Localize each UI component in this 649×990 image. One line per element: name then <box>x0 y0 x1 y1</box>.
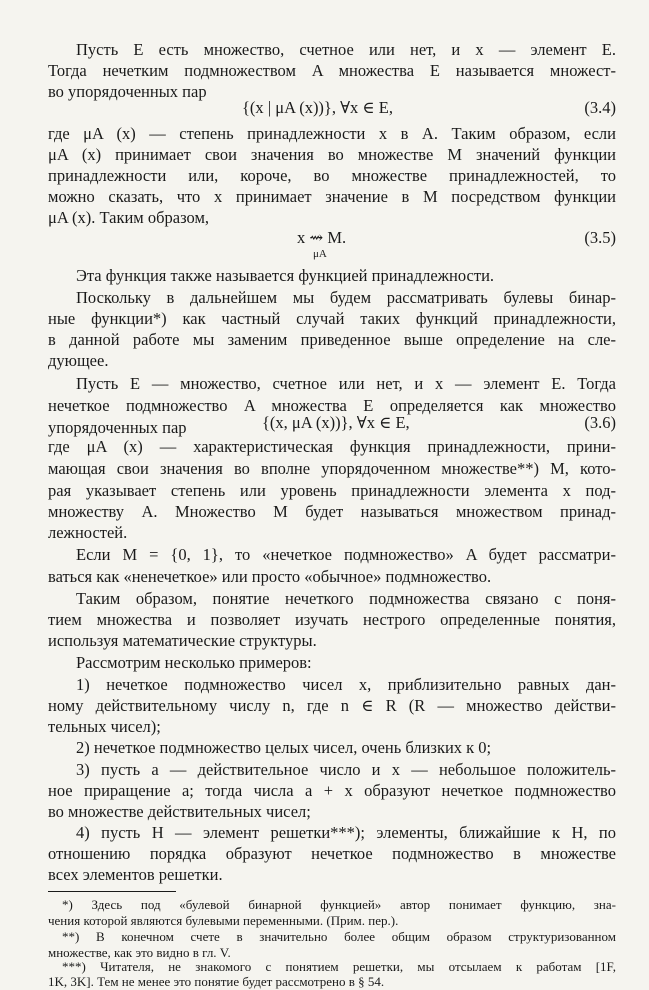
formula-3-4: {(x | μA (x))}, ∀x ∈ E, <box>242 98 393 117</box>
text-line: ные функции*) как частный случай таких функций принадлежности, <box>48 309 616 328</box>
text-line: мающая свои значения во вполне упорядоченном множестве**) M, кото- <box>48 459 616 478</box>
text-line: принадлежности или, короче, во множестве принадлежностей, то <box>48 166 616 185</box>
text-line: рая указывает степень или уровень принадлежности элемента x под- <box>48 481 616 500</box>
text-line: в данной работе мы заменим приведенное выше определение на сле- <box>48 330 616 349</box>
formula-3-6: {(x, μA (x))}, ∀x ∈ E, <box>262 413 410 432</box>
formula-3-5: x ⇝ M. <box>297 228 347 247</box>
text-line: множеству A. Множество M будет называться множеством принад- <box>48 502 616 521</box>
text-line: 3) пусть a — действительное число и x — небольшое положитель- <box>76 760 616 779</box>
footnote: 1K, 3K]. Тем не менее это понятие будет рассмотрено в § 54. <box>48 974 385 989</box>
text-line: используя математические структуры. <box>48 631 317 650</box>
footnote: множестве, как это видно в гл. V. <box>48 945 231 960</box>
text-line: где μA (x) — степень принадлежности x в A. Таким образом, если <box>48 124 616 143</box>
formula-subscript: μA <box>313 248 327 260</box>
text-line: отношению порядка образуют нечеткое подмножество в множестве <box>48 844 616 863</box>
equation-number: (3.4) <box>584 98 616 117</box>
text-line: во упорядоченных пар <box>48 82 207 101</box>
equation-number: (3.5) <box>584 228 616 247</box>
text-line: дующее. <box>48 351 109 370</box>
text-line: ное приращение a; тогда числа a + x образуют нечеткое подмножество <box>48 781 616 800</box>
text-line: Рассмотрим несколько примеров: <box>76 653 312 672</box>
text-line: Тогда нечетким подмножеством A множества E называется множест- <box>48 61 616 80</box>
text-line: 2) нечеткое подмножество целых чисел, очень близких к 0; <box>76 738 492 757</box>
text-line: Если M = {0, 1}, то «нечеткое подмножество» A будет рассматри- <box>76 545 616 564</box>
text-line: упорядоченных пар <box>48 418 187 437</box>
text-line: всех элементов решетки. <box>48 865 223 884</box>
text-line: Эта функция также называется функцией принадлежности. <box>76 266 495 285</box>
text-line: Поскольку в дальнейшем мы будем рассматривать булевы бинар- <box>76 288 616 307</box>
text-line: лежностей. <box>48 523 128 542</box>
text-line: тием множества и позволяет изучать нестрого определенные понятия, <box>48 610 616 629</box>
footnote: ***) Читателя, не знакомого с понятием решетки, мы отсылаем к работам [1F, <box>62 959 616 974</box>
footnote-divider <box>48 891 176 892</box>
text-line: Таким образом, понятие нечеткого подмножества связано с поня- <box>76 589 616 608</box>
footnote: **) В конечном счете в значительно более общим образом структуризованном <box>62 929 616 944</box>
text-line: 1) нечеткое подмножество чисел x, приблизительно равных дан- <box>76 675 616 694</box>
text-line: Пусть E — множество, счетное или нет, и x — элемент E. Тогда <box>76 374 616 393</box>
text-line: 4) пусть H — элемент решетки***); элементы, ближайшие к H, по <box>76 823 616 842</box>
text-line: нечеткое подмножество A множества E определяется как множество <box>48 396 616 415</box>
text-line: во множестве действительных чисел; <box>48 802 311 821</box>
text-line: ному действительному числу n, где n ∈ R (R — множество действи- <box>48 696 616 715</box>
footnote: чения которой являются булевыми переменными. (Прим. пер.). <box>48 913 399 928</box>
text-line: где μA (x) — характеристическая функция принадлежности, прини- <box>48 437 616 456</box>
text-line: Пусть E есть множество, счетное или нет, и x — элемент E. <box>76 40 616 59</box>
text-line: тельных чисел); <box>48 717 161 736</box>
text-line: μA (x) принимает свои значения во множестве M значений функции <box>48 145 616 164</box>
footnote: *) Здесь под «булевой бинарной функцией» автор понимает функцию, зна- <box>62 897 616 912</box>
equation-number: (3.6) <box>584 413 616 432</box>
text-line: можно сказать, что x принимает значение в M посредством функции <box>48 187 616 206</box>
text-line: ваться как «ненечеткое» или просто «обычное» подмножество. <box>48 567 492 586</box>
text-line: μA (x). Таким образом, <box>48 208 210 227</box>
